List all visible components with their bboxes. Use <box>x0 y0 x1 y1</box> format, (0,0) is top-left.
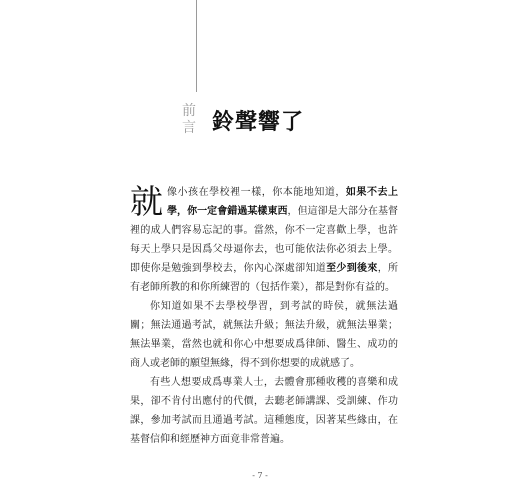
paragraph-1-text-c: ，所有老師所教的和你所練習的（包括作業），都是對你有益的。 <box>130 263 399 293</box>
paragraph-3: 有些人想要成爲專業人士，去體會那種收穫的喜樂和成果，卻不肯付出應付的代價，去聽老師講課、受訓練、作功課，參加考試而且通過考試。這種態度，因著某些緣由，在基督信仰和經歷神方面竟非常普遍。 <box>130 377 398 445</box>
page-number: - 7 - <box>252 471 268 480</box>
body-text <box>130 183 398 449</box>
chapter-title: 鈴聲響了 <box>212 110 305 135</box>
paragraph-1-emphasis-a: 如果不去上學，你一定會錯過某樣東西 <box>167 187 399 217</box>
paragraph-1-text-b: ，但這卻是大部分在基督裡的成人們容易忘記的事。當然，你不一定喜歡上學，也許每天上學只是因爲父母逼你去，也可能依法你必須去上學。即使你是勉強到學校去，你內心深處卻知道 <box>130 206 399 274</box>
decorative-vertical-rule <box>196 0 197 92</box>
chapter-label <box>176 103 202 137</box>
paragraph-1-text-a: 像小孩在學校裡一樣，你本能地知道， <box>167 187 346 198</box>
chapter-label-char-2: 言 <box>182 120 196 136</box>
paragraph-1-emphasis-b: 至少到後來 <box>326 263 378 274</box>
paragraph-1 <box>130 183 398 297</box>
chapter-label-char-1: 前 <box>182 103 196 119</box>
drop-cap: 就 <box>130 182 163 221</box>
paragraph-2: 你知道如果不去學校學習，到考試的時侯，就無法過關；無法通過考試，就無法升級；無法升級，就無法畢業；無法畢業，當然也就和你心中想要成爲律師、醫生、成功的商人或老師的願望無緣，得不到你想要的成就感了。 <box>130 301 398 369</box>
